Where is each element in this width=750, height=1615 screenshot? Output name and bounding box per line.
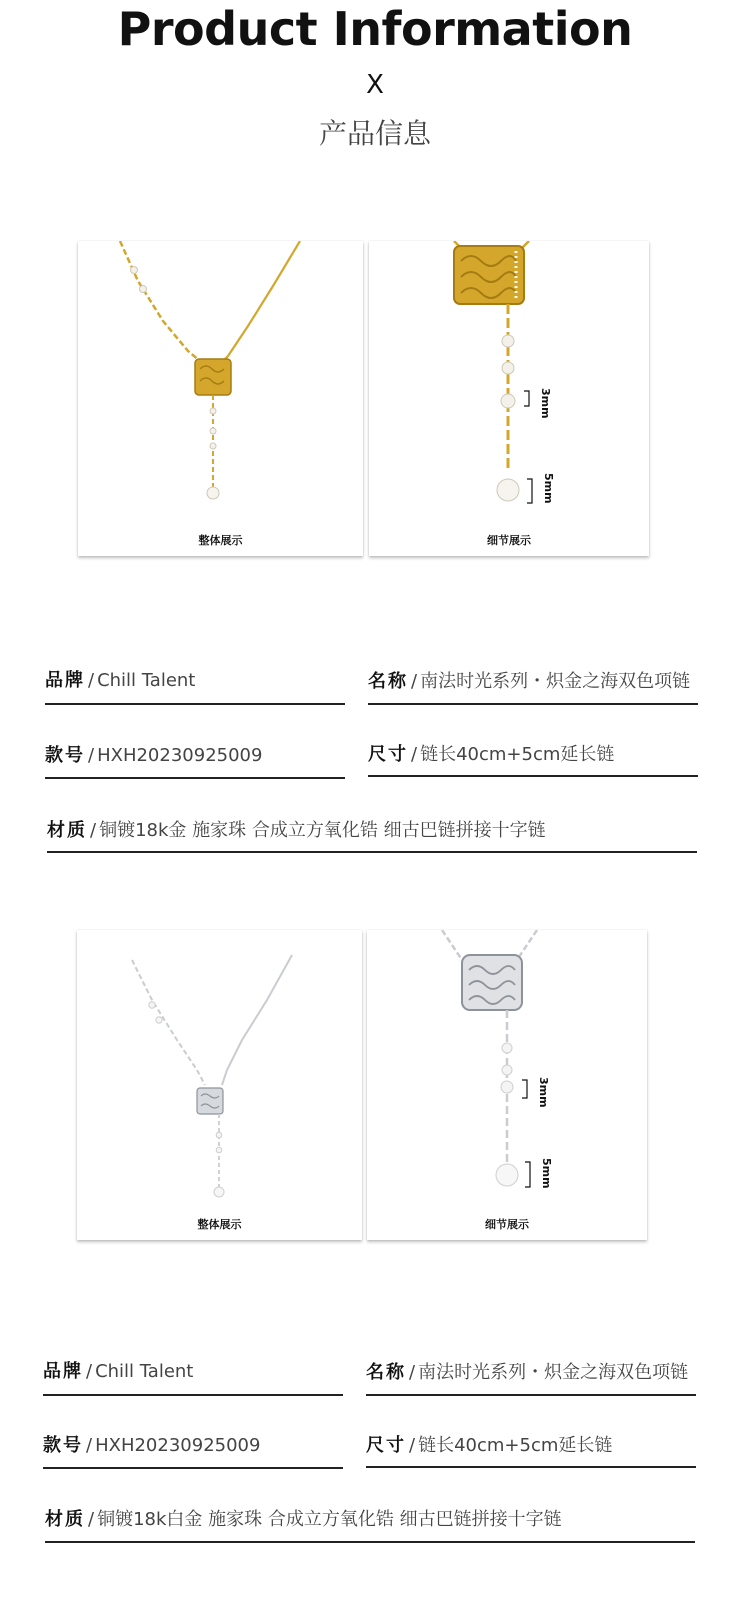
material-label: 材质	[47, 820, 87, 841]
material-value: 铜镀18k金 施家珠 合成立方氧化锆 细古巴链拼接十字链	[99, 820, 546, 841]
sku-field: 款号 / HXH20230925009	[43, 1435, 261, 1456]
overall-caption: 整体展示	[197, 1218, 242, 1231]
brand-field: 品牌 / Chill Talent	[43, 1361, 194, 1382]
name-label: 名称	[366, 1362, 406, 1383]
name-value: 南法时光系列・炽金之海双色项链	[420, 671, 691, 692]
brand-value: Chill Talent	[95, 1361, 194, 1382]
detail-photo-card-silver	[367, 930, 647, 1240]
page-subtitle: 产品信息	[318, 117, 431, 150]
dimension-label-5mm: 5mm	[542, 473, 555, 504]
name-field: 名称 / 南法时光系列・炽金之海双色项链	[366, 1362, 689, 1383]
divider	[43, 1467, 343, 1469]
material-value: 铜镀18k白金 施家珠 合成立方氧化锆 细古巴链拼接十字链	[97, 1509, 562, 1530]
divider	[368, 703, 698, 705]
name-value: 南法时光系列・炽金之海双色项链	[418, 1362, 689, 1383]
material-field: 材质 / 铜镀18k白金 施家珠 合成立方氧化锆 细古巴链拼接十字链	[45, 1509, 562, 1530]
sku-field: 款号 / HXH20230925009	[45, 745, 263, 766]
brand-label: 品牌	[43, 1361, 83, 1382]
page-title: Product Information	[117, 2, 633, 56]
size-value: 链长40cm+5cm延长链	[418, 1435, 613, 1456]
size-label: 尺寸	[366, 1435, 406, 1456]
necklace-detail-image-gold	[369, 241, 649, 556]
divider	[47, 851, 697, 853]
divider	[45, 703, 345, 705]
necklace-overall-image-gold	[78, 241, 363, 556]
divider	[45, 777, 345, 779]
necklace-detail-image-silver	[367, 930, 647, 1240]
divider	[43, 1394, 343, 1396]
sku-value: HXH20230925009	[97, 745, 263, 766]
size-value: 链长40cm+5cm延长链	[420, 744, 615, 765]
dimension-label-3mm: 3mm	[537, 1077, 550, 1108]
brand-field: 品牌 / Chill Talent	[45, 670, 196, 691]
material-label: 材质	[45, 1509, 85, 1530]
divider	[366, 1394, 696, 1396]
name-field: 名称 / 南法时光系列・炽金之海双色项链	[368, 671, 691, 692]
overall-photo-card-gold	[78, 241, 363, 556]
overall-caption: 整体展示	[198, 534, 243, 547]
name-label: 名称	[368, 671, 408, 692]
size-label: 尺寸	[368, 744, 408, 765]
dimension-label-5mm: 5mm	[540, 1158, 553, 1189]
material-field: 材质 / 铜镀18k金 施家珠 合成立方氧化锆 细古巴链拼接十字链	[47, 820, 546, 841]
sku-value: HXH20230925009	[95, 1435, 261, 1456]
divider	[366, 1466, 696, 1468]
size-field: 尺寸 / 链长40cm+5cm延长链	[366, 1435, 613, 1456]
detail-caption: 细节展示	[487, 534, 531, 547]
sku-label: 款号	[45, 745, 85, 766]
detail-photo-card-gold	[369, 241, 649, 556]
detail-caption: 细节展示	[485, 1218, 529, 1231]
dimension-label-3mm: 3mm	[539, 388, 552, 419]
necklace-overall-image-silver	[77, 930, 362, 1240]
x-mark: X	[366, 70, 384, 100]
sku-label: 款号	[43, 1435, 83, 1456]
brand-label: 品牌	[45, 670, 85, 691]
divider	[45, 1541, 695, 1543]
brand-value: Chill Talent	[97, 670, 196, 691]
overall-photo-card-silver	[77, 930, 362, 1240]
divider	[368, 775, 698, 777]
size-field: 尺寸 / 链长40cm+5cm延长链	[368, 744, 615, 765]
